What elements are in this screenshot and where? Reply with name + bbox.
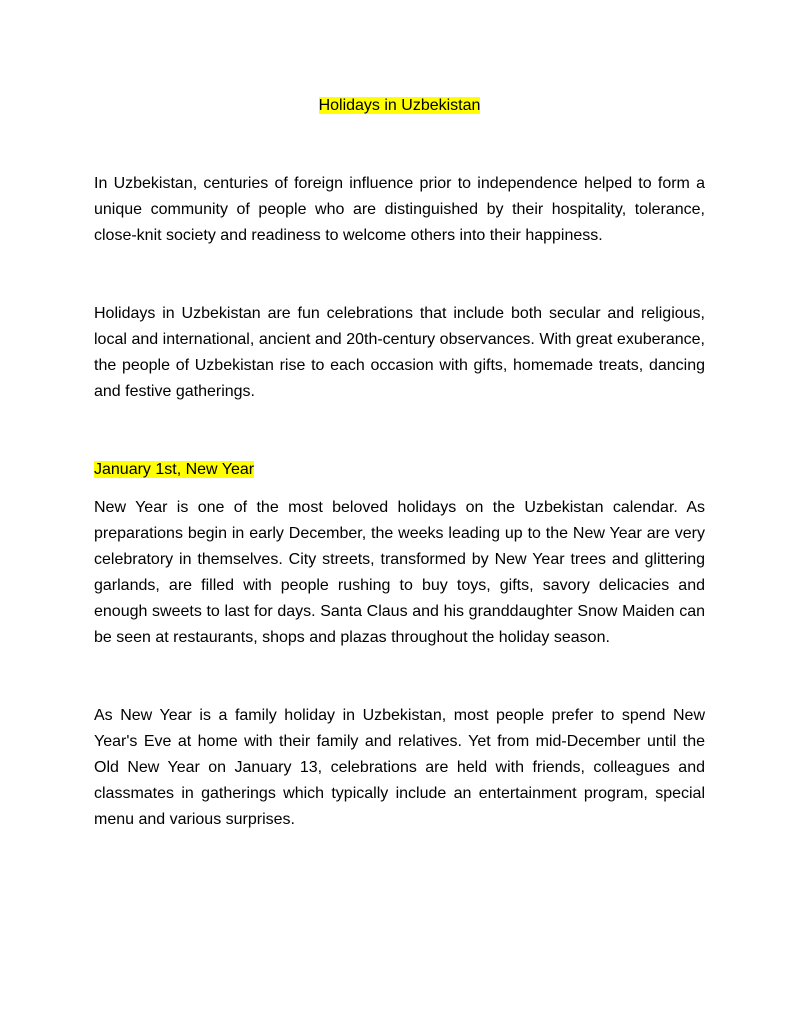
spacer xyxy=(94,119,705,171)
title-row xyxy=(94,93,705,119)
section-heading: January 1st, New Year xyxy=(94,461,255,478)
intro-paragraph-1: In Uzbekistan, centuries of foreign influence prior to independence helped to form a unique community of people who are distinguished by their hospitality, tolerance, close-knit society and readiness to welcome others into their happiness. xyxy=(94,175,705,244)
document-body xyxy=(94,93,705,833)
spacer xyxy=(94,249,705,301)
section-paragraph-1: New Year is one of the most beloved holidays on the Uzbekistan calendar. As preparations begin in early December, the weeks leading up to the New Year are very celebratory in themselves. City streets, transformed by New Year trees and glittering garlands, are filled with people rushing to buy toys, gifts, savory delicacies and enough sweets to last for days. Santa Claus and his granddaughter Snow Maiden can be seen at restaurants, shops and plazas throughout the holiday season. xyxy=(94,499,705,646)
section-heading-row xyxy=(94,457,705,483)
page-title: Holidays in Uzbekistan xyxy=(318,97,481,114)
intro-paragraph-2: Holidays in Uzbekistan are fun celebrations that include both secular and religious, local and international, ancient and 20th-century observances. With great exuberance, the people of Uzbekistan rise to each occasion with gifts, homemade treats, dancing and festive gatherings. xyxy=(94,305,705,400)
section-paragraph-2: As New Year is a family holiday in Uzbekistan, most people prefer to spend New Year's Eve at home with their family and relatives. Yet from mid-December until the Old New Year on January 13, celebrations are held with friends, colleagues and classmates in gatherings which typically include an entertainment program, special menu and various surprises. xyxy=(94,707,705,828)
spacer xyxy=(94,405,705,457)
spacer xyxy=(94,651,705,703)
spacer xyxy=(94,483,705,495)
